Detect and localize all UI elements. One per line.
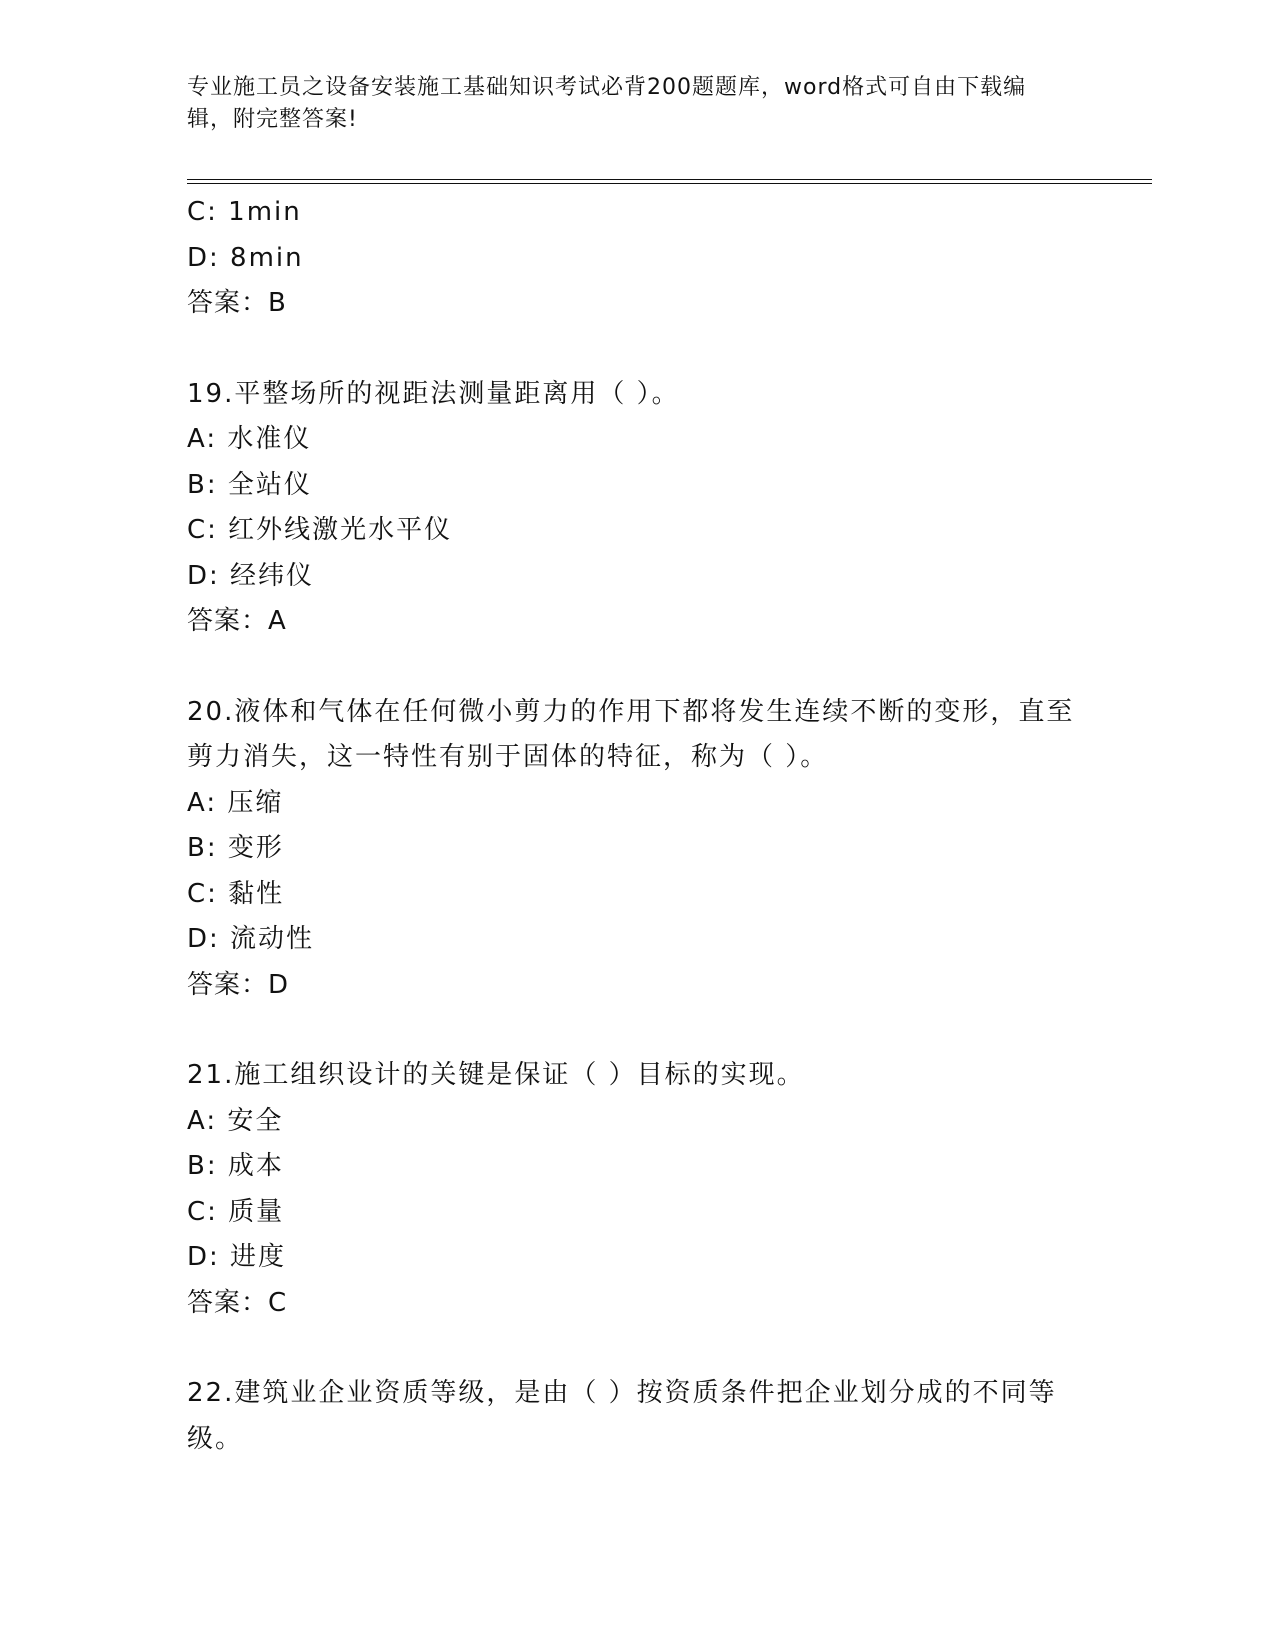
answer-line: 答案：A [187,606,287,636]
question-block-20 [187,690,1087,1009]
option-line: D: 8min [187,242,304,273]
option-line: D: 进度 [187,1242,287,1272]
question-stem: 22.建筑业企业资质等级，是由（ ）按资质条件把企业划分成的不同等级。 [187,1378,1057,1454]
header-divider-bottom [187,183,1152,184]
option-line: A: 压缩 [187,787,284,818]
answer-line: 答案：C [187,1287,288,1318]
question-block-22 [187,1371,1087,1462]
option-line: A: 水准仪 [187,424,312,454]
option-line: C: 质量 [187,1196,285,1227]
question-stem: 20.液体和气体在任何微小剪力的作用下都将发生连续不断的变形，直至剪力消失，这一特性有别于固体的特征，称为（ ）。 [187,696,1075,772]
answer-line: 答案：D [187,969,290,1000]
option-line: B: 全站仪 [187,469,312,500]
question-block-19 [187,372,1087,645]
option-line: C: 红外线激光水平仪 [187,515,453,545]
question-block-18 [187,190,1087,327]
question-stem: 19.平整场所的视距法测量距离用（ ）。 [187,378,680,409]
option-line: B: 成本 [187,1151,284,1181]
header-divider-top [187,179,1152,180]
option-line: D: 经纬仪 [187,560,315,591]
document-header: 专业施工员之设备安装施工基础知识考试必背200题题库，word格式可自由下载编辑，附完整答案! [187,75,1027,132]
question-block-21 [187,1053,1087,1326]
question-content [187,190,1087,1462]
answer-line: 答案：B [187,288,287,318]
option-line: C: 1min [187,197,302,227]
option-line: A: 安全 [187,1105,284,1136]
option-line: B: 变形 [187,833,284,863]
option-line: C: 黏性 [187,878,285,909]
option-line: D: 流动性 [187,924,315,954]
question-stem: 21.施工组织设计的关键是保证（ ）目标的实现。 [187,1060,805,1090]
